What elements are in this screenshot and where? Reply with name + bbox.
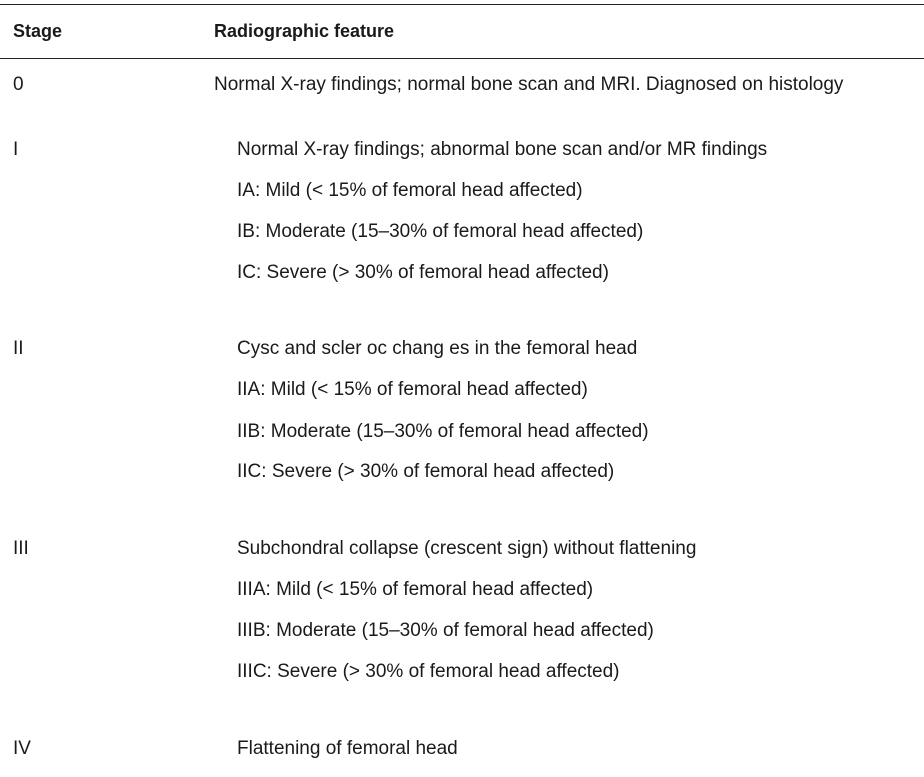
stage-iia-feature: IIA: Mild (< 15% of femoral head affected) [237,379,588,400]
stage-iii-label: III [13,538,29,559]
stage-ii-label: II [13,338,24,359]
stage-iib-feature: IIB: Moderate (15–30% of femoral head affected) [237,421,649,442]
stage-iiia-feature: IIIA: Mild (< 15% of femoral head affected) [237,579,594,600]
header-radiographic-feature: Radiographic feature [214,21,395,41]
table-top-rule [0,4,924,5]
stage-0-label: 0 [13,74,24,95]
stage-ia-feature: IA: Mild (< 15% of femoral head affected) [237,180,583,201]
stage-iic-feature: IIC: Severe (> 30% of femoral head affected) [237,461,615,482]
stage-iiib-feature: IIIB: Moderate (15–30% of femoral head affected) [237,620,654,641]
stage-iv-label: IV [13,738,31,759]
stage-i-label: I [13,139,19,160]
header-stage: Stage [13,21,63,41]
stage-iii-feature: Subchondral collapse (crescent sign) without flattening [237,538,697,559]
stage-iiic-feature: IIIC: Severe (> 30% of femoral head affected) [237,661,620,682]
stage-ib-feature: IB: Moderate (15–30% of femoral head affected) [237,221,644,242]
stage-iv-feature: Flattening of femoral head [237,738,458,759]
stage-ii-feature: Cysc and scler oc chang es in the femoral head [237,338,638,359]
stage-0-feature: Normal X-ray findings; normal bone scan and MRI. Diagnosed on histology [214,74,844,95]
table-header-rule [0,58,924,59]
stage-i-feature: Normal X-ray findings; abnormal bone scan and/or MR findings [237,139,768,160]
stage-ic-feature: IC: Severe (> 30% of femoral head affected) [237,262,609,283]
